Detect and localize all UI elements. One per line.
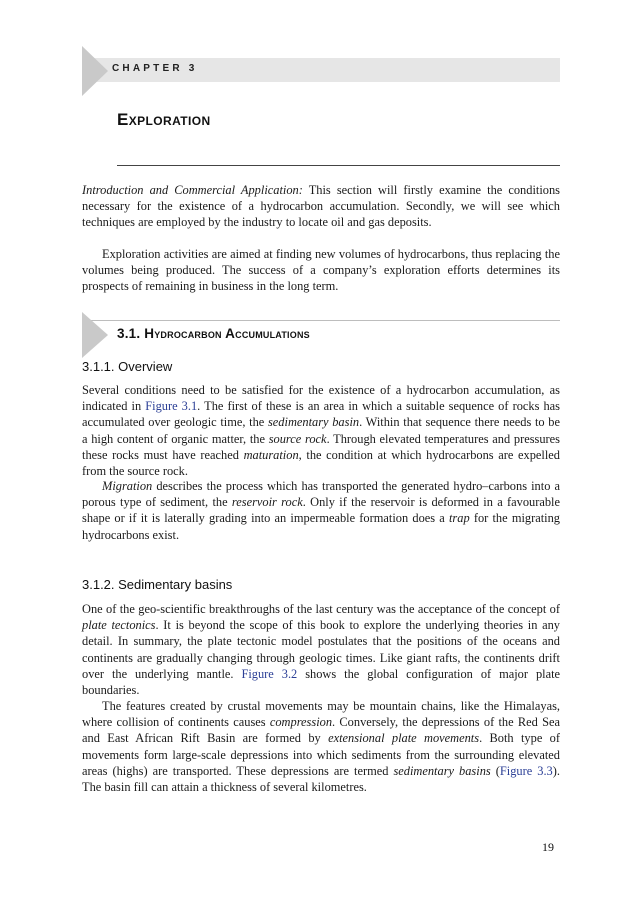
title-divider: [117, 165, 560, 166]
term-reservoir-rock: reservoir rock: [231, 495, 303, 510]
term-sedimentary-basins: sedimentary basins: [393, 763, 491, 778]
subsection-heading-basins: 3.1.2. Sedimentary basins: [82, 577, 233, 592]
text-run: , the condition at which hydrocarbons are expelled from the source rock.: [82, 447, 560, 479]
page-number: 19: [542, 840, 554, 854]
section-divider: [82, 320, 560, 321]
text-run: . Through elevated temperatures and pressures these rocks must have reached: [82, 431, 560, 462]
text-run: . Conversely, the depressions of the Red Sea and East African Rift Basin are formed by: [82, 715, 560, 746]
section-title: 3.1. Hydrocarbon Accumulations: [117, 326, 310, 341]
basins-paragraph-2: [82, 698, 560, 795]
term-sedimentary-basin: sedimentary basin: [267, 415, 360, 430]
term-trap: trap: [448, 511, 470, 526]
intro-lead: Introduction and Commercial Application:: [82, 183, 303, 197]
text-run: . Both type of movements form large-scale depressions into which sediments from the surrounding elevated areas (highs) are transported. These depressions are termed: [82, 731, 560, 778]
section-arrow-icon: [82, 312, 108, 358]
text-run: (: [490, 763, 500, 778]
figure-3-3-link[interactable]: Figure 3.3: [499, 763, 553, 778]
text-run: ). The basin fill can attain a thickness of several kilometres.: [82, 763, 560, 795]
text-run: . The first of these is an area in which a suitable sequence of rocks has accumulated over geologic time, the: [82, 399, 561, 430]
chapter-title: Exploration: [117, 110, 211, 129]
figure-3-2-link[interactable]: Figure 3.2: [241, 666, 298, 681]
term-plate-tectonics: plate tectonics: [82, 618, 156, 633]
text-run: . It is beyond the scope of this book to explore the underlying theories in any detail. In summary, the plate tectonic model postulates that the positions of the oceans and continents are gradually changing through geologic times. Like giant rafts, the continents drift over the underlying mantle.: [82, 618, 560, 681]
text-run: for the migrating hydrocarbons exist.: [82, 511, 560, 542]
chapter-arrow-icon: [82, 46, 108, 96]
term-extensional-plate-movements: extensional plate movements: [328, 731, 480, 746]
intro-text-1: This section will firstly examine the conditions necessary for the existence of a hydrocarbon accumulation. Secondly, we will see which techniques are employed by the industry to locate oil and gas deposits.: [82, 183, 560, 230]
subsection-heading-overview: 3.1.1. Overview: [82, 359, 173, 374]
overview-paragraph-1: [82, 382, 560, 479]
text-run: The features created by crustal movements may be mountain chains, like the Himalayas, where collision of continents causes: [82, 699, 560, 730]
term-compression: compression: [269, 715, 333, 730]
text-run: Several conditions need to be satisfied for the existence of a hydrocarbon accumulation, as indicated in: [82, 383, 560, 414]
term-maturation: maturation: [243, 447, 299, 462]
basins-paragraph-1: [82, 601, 560, 698]
intro-paragraph: [82, 182, 560, 231]
text-run: One of the geo-scientific breakthroughs of the last century was the acceptance of the concept of: [82, 602, 560, 616]
chapter-label: CHAPTER 3: [112, 63, 198, 74]
text-run: describes the process which has transported the generated hydro–carbons into a porous type of sediment, the: [82, 479, 560, 510]
figure-3-1-link[interactable]: Figure 3.1: [145, 399, 198, 414]
overview-paragraph-2: [82, 478, 560, 543]
intro-paragraph-2: Exploration activities are aimed at finding new volumes of hydrocarbons, thus replacing the volumes being produced. The success of a company’s exploration efforts determines its prospects of remaining in business in the long term.: [82, 247, 560, 294]
term-source-rock: source rock: [268, 431, 327, 446]
text-run: shows the global configuration of major plate boundaries.: [82, 666, 561, 698]
text-run: . Only if the reservoir is deformed in a favourable shape or if it is laterally grading into an impermeable formation does a: [82, 495, 561, 526]
text-run: . Within that sequence there needs to be a high content of organic matter, the: [82, 415, 560, 446]
term-migration: Migration: [102, 479, 153, 493]
